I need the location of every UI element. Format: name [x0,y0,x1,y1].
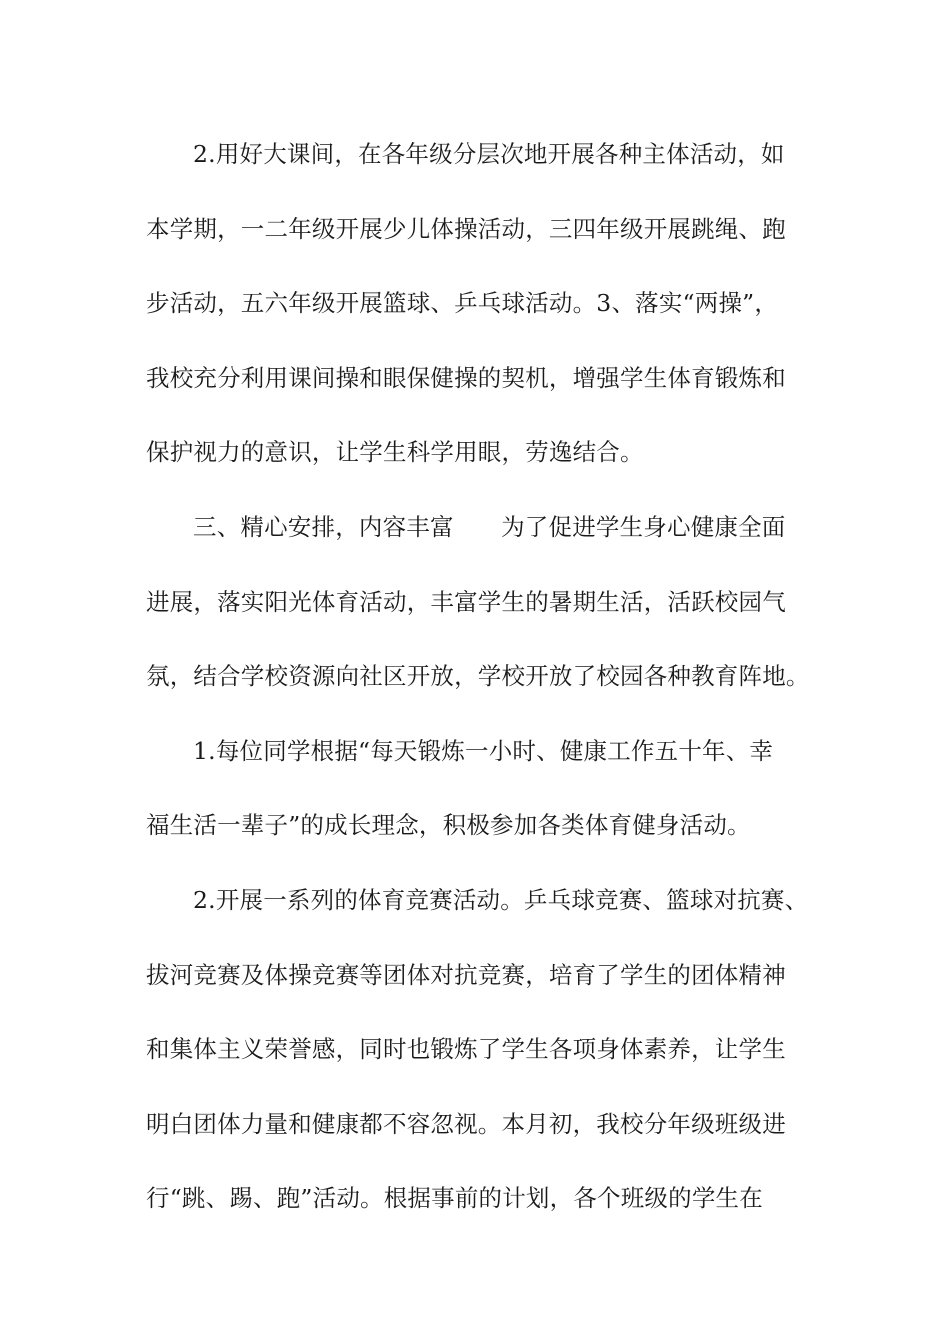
text-line: 福生活一辈子”的成长理念，积极参加各类体育健身活动。 [146,811,751,839]
text-line: 1.每位同学根据“每天锻炼一小时、健康工作五十年、幸 [193,737,774,765]
text-line: 2.开展一系列的体育竞赛活动。乒乓球竞赛、篮球对抗赛、 [193,886,809,914]
text-line: 三、精心安排，内容丰富 为了促进学生身心健康全面 [193,513,786,541]
text-line: 行“跳、踢、跑”活动。根据事前的计划，各个班级的学生在 [146,1184,763,1212]
text-line: 和集体主义荣誉感，同时也锻炼了学生各项身体素养，让学生 [146,1035,786,1063]
text-line: 步活动，五六年级开展篮球、乒乓球活动。3、落实“两操”， [146,289,779,317]
text-line: 2.用好大课间，在各年级分层次地开展各种主体活动，如 [193,140,785,168]
text-line: 我校充分利用课间操和眼保健操的契机，增强学生体育锻炼和 [146,364,786,392]
text-line: 本学期，一二年级开展少儿体操活动，三四年级开展跳绳、跑 [146,215,786,243]
text-line: 明白团体力量和健康都不容忽视。本月初，我校分年级班级进 [146,1110,786,1138]
text-line: 进展，落实阳光体育活动，丰富学生的暑期生活，活跃校园气 [146,588,786,616]
text-line: 拔河竞赛及体操竞赛等团体对抗竞赛，培育了学生的团体精神 [146,961,786,989]
text-line: 保护视力的意识，让学生科学用眼，劳逸结合。 [146,438,644,466]
text-line: 氛，结合学校资源向社区开放，学校开放了校园各种教育阵地。 [146,662,810,690]
